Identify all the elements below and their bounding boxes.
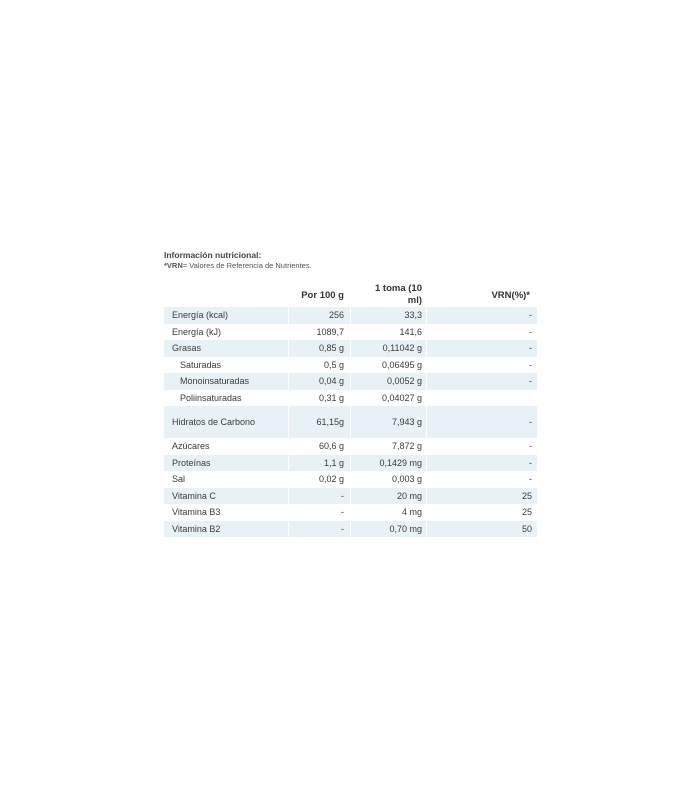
value-per-100g: 256 xyxy=(328,310,344,321)
table-row xyxy=(164,340,537,357)
value-per-serving: 33,3 xyxy=(404,310,422,321)
value-per-serving: 0,06495 g xyxy=(381,359,422,370)
value-per-serving: 7,872 g xyxy=(391,441,422,452)
value-per-100g: 0,31 g xyxy=(318,392,344,403)
nutrient-name: Vitamina B2 xyxy=(172,523,221,534)
value-per-100g: 1089,7 xyxy=(316,326,344,337)
value-per-100g: 0,85 g xyxy=(318,343,344,354)
value-per-100g: 0,02 g xyxy=(318,474,344,485)
value-per-serving: 0,70 mg xyxy=(389,523,422,534)
nutrient-name: Poliinsaturadas xyxy=(180,392,242,403)
table-row xyxy=(164,438,537,455)
value-vrn: - xyxy=(529,417,532,427)
table-row xyxy=(164,324,537,341)
value-per-serving: 0,0052 g xyxy=(386,376,422,387)
column-header-per-100g: Por 100 g xyxy=(301,290,344,301)
value-vrn: - xyxy=(529,376,532,387)
vrn-footnote xyxy=(164,261,312,270)
nutrient-name: Saturadas xyxy=(180,359,222,370)
table-row xyxy=(164,521,537,538)
column-header-per-serving: 1 toma (10 ml) xyxy=(375,283,422,306)
nutrient-name: Sal xyxy=(172,474,186,485)
value-vrn: - xyxy=(529,457,532,468)
nutrient-name: Vitamina C xyxy=(172,490,216,501)
value-vrn: 25 xyxy=(521,507,532,518)
table-row xyxy=(164,373,537,390)
nutrition-table xyxy=(164,307,537,537)
value-vrn xyxy=(464,390,532,407)
value-vrn: 50 xyxy=(521,523,532,534)
value-per-100g: 0,04 g xyxy=(318,376,344,387)
value-per-serving: 0,11042 g xyxy=(382,343,422,354)
value-vrn: - xyxy=(529,359,532,370)
nutrition-info-panel xyxy=(160,246,542,562)
value-per-100g: - xyxy=(341,507,344,518)
table-row xyxy=(164,455,537,472)
nutrient-name: Energía (kJ) xyxy=(172,326,222,337)
table-row xyxy=(164,390,537,407)
value-vrn: - xyxy=(529,343,532,354)
nutrient-name: Energía (kcal) xyxy=(172,310,229,321)
table-row xyxy=(164,504,537,521)
value-per-serving: 4 mg xyxy=(401,507,422,518)
nutrient-name: Monoinsaturadas xyxy=(180,376,250,387)
column-header-vrn: VRN(%)* xyxy=(491,290,530,301)
vrn-abbr: *VRN xyxy=(164,261,183,270)
vrn-definition: = Valores de Referencia de Nutrientes. xyxy=(182,261,312,270)
table-row xyxy=(164,406,537,438)
value-per-serving: 20 mg xyxy=(396,490,422,501)
value-vrn: - xyxy=(529,441,532,452)
table-row xyxy=(164,488,537,505)
value-vrn: - xyxy=(529,474,532,485)
value-per-100g: 1,1 g xyxy=(323,457,344,468)
value-per-100g: 0,5 g xyxy=(323,359,344,370)
table-row xyxy=(164,307,537,324)
value-vrn: - xyxy=(529,310,532,321)
value-per-serving: 0,1429 mg xyxy=(379,457,422,468)
nutrient-name: Hidratos de Carbono xyxy=(172,417,256,427)
value-per-100g: - xyxy=(341,490,344,501)
table-row xyxy=(164,471,537,488)
nutrient-name: Proteínas xyxy=(172,457,211,468)
value-vrn: 25 xyxy=(521,490,532,501)
value-per-100g: - xyxy=(341,523,344,534)
table-row xyxy=(164,357,537,374)
value-vrn: - xyxy=(529,326,532,337)
value-per-serving: 0,04027 g xyxy=(381,392,422,403)
nutrient-name: Vitamina B3 xyxy=(172,507,221,518)
nutrient-name: Azúcares xyxy=(172,441,210,452)
value-per-100g: 60,6 g xyxy=(318,441,344,452)
value-per-100g: 61,15g xyxy=(316,417,344,427)
nutrient-name: Grasas xyxy=(172,343,202,354)
value-per-serving: 7,943 g xyxy=(391,417,422,427)
nutrition-title: Información nutricional: xyxy=(164,250,262,260)
value-per-serving: 0,003 g xyxy=(391,474,422,485)
value-per-serving: 141,6 xyxy=(399,326,422,337)
